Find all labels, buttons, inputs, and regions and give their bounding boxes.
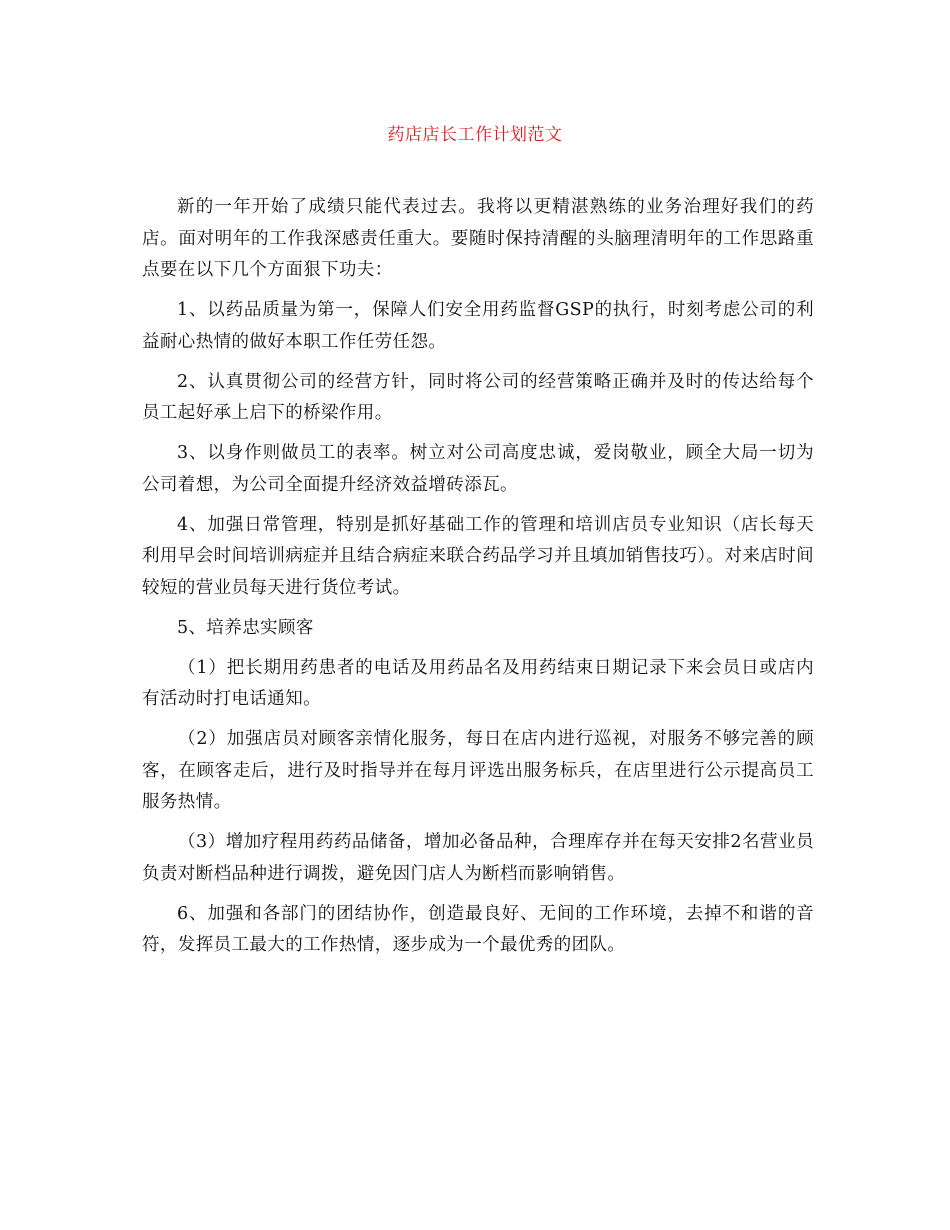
document-title: 药店店长工作计划范文: [387, 125, 563, 145]
subitem-1-paragraph: （1）把长期用药患者的电话及用药品名及用药结束日期记录下来会员日或店内有活动时打电话通知。: [142, 657, 814, 709]
document-body: [142, 192, 814, 970]
item-6-paragraph: 6、加强和各部门的团结协作，创造最良好、无间的工作环境，去掉不和谐的音符，发挥员工最大的工作热情，逐步成为一个最优秀的团队。: [142, 903, 814, 955]
intro-paragraph: 新的一年开始了成绩只能代表过去。我将以更精湛熟练的业务治理好我们的药店。面对明年的工作我深感责任重大。要随时保持清醒的头脑理清明年的工作思路重点要在以下几个方面狠下功夫：: [142, 197, 814, 280]
item-2-paragraph: 2、认真贯彻公司的经营方针，同时将公司的经营策略正确并及时的传达给每个员工起好承上启下的桥梁作用。: [142, 371, 814, 423]
item-5-paragraph: 5、培养忠实顾客: [177, 617, 314, 638]
item-4-paragraph: 4、加强日常管理，特别是抓好基础工作的管理和培训店员专业知识（店长每天利用早会时间培训病症并且结合病症来联合药品学习并且填加销售技巧）。对来店时间较短的营业员每天进行货位考试。: [142, 514, 814, 598]
subitem-3-paragraph: （3）增加疗程用药药品储备，增加必备品种，合理库存并在每天安排2名营业员负责对断档品种进行调拨，避免因门店人为断档而影响销售。: [142, 832, 814, 884]
subitem-2-paragraph: （2）加强店员对顾客亲情化服务，每日在店内进行巡视，对服务不够完善的顾客，在顾客走后，进行及时指导并在每月评选出服务标兵，在店里进行公示提高员工服务热情。: [142, 729, 814, 812]
item-1-paragraph: 1、以药品质量为第一，保障人们安全用药监督GSP的执行，时刻考虑公司的利益耐心热情的做好本职工作任劳任怨。: [142, 300, 814, 352]
item-3-paragraph: 3、以身作则做员工的表率。树立对公司高度忠诚，爱岗敬业，顾全大局一切为公司着想，为公司全面提升经济效益增砖添瓦。: [142, 443, 814, 495]
